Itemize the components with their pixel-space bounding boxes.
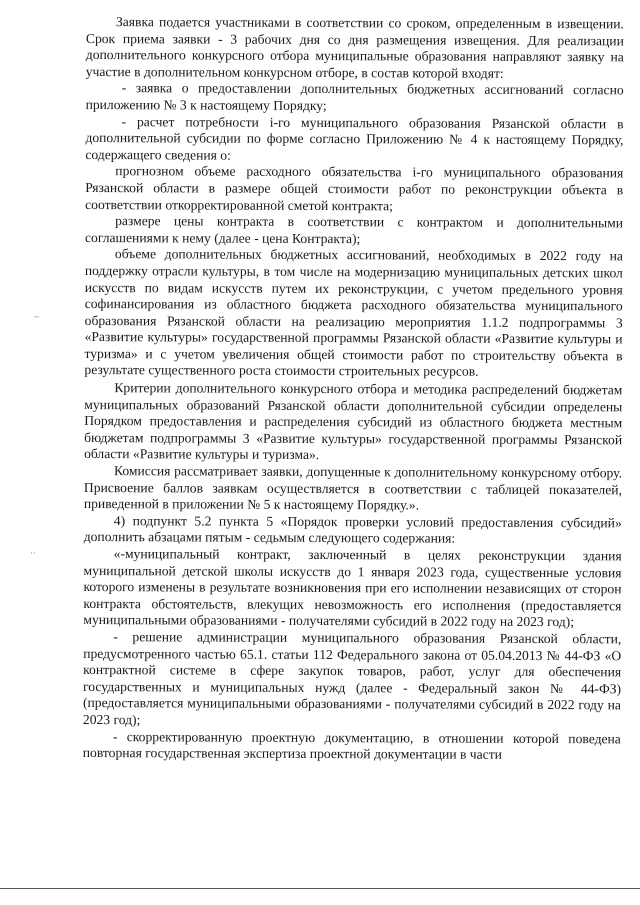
paragraph-additional-allocations: объеме дополнительных бюджетных ассигнований, необходимых в 2022 году на поддержку отрасли культуры, в том числе на модернизацию муниципальных детских школ искусств по видам искусств путем их реконструкции, с учетом предельного уровня софинансирования из областного бюджета расходного обязательства муниципального образования Рязанской области на реализацию мероприятия 1.1.2 подпрограммы 3 «Развитие культуры» государственной программы Рязанской области «Развитие культуры и туризма» и с учетом увеличения общей стоимости работ по строительству объекта в результате существенного роста стоимости строительных ресурсов. [84,246,623,380]
paragraph-selection-criteria: Критерии дополнительного конкурсного отбора и методика распределений бюджетам муниципальных образований Рязанской области дополнительной субсидии определены Порядком предоставления и распределения субсидий из областного бюджета местным бюджетам подпрограммы 3 «Развитие культуры» государственной программы Рязанской области «Развитие культуры и туризма». [84,380,623,463]
document-page [83,14,624,764]
margin-scribble-mark: ~ [34,312,39,322]
paragraph-forecast-volume: прогнозном объеме расходного обязательства i-го муниципального образования Рязанской области в размере общей стоимости работ по реконструкции объекта в соответствии откорректированной сметой контракта; [85,163,624,213]
bottom-divider [0,888,640,889]
paragraph-contract-price: размере цены контракта в соответствии с контрактом и дополнительными соглашениями к нему (далее - цена Контракта); [84,213,624,246]
paragraph-list-item-application: - заявка о предоставлении дополнительных бюджетных ассигнований согласно приложению № 3 к настоящему Порядку; [85,80,624,114]
paragraph-municipal-contract: «-муниципальный контракт, заключенный в целях реконструкции здания муниципальной детской школы искусств до 1 января 2023 года, существенные условия которого изменены в результате возникновения при его исполнении независящих от сторон контракта обстоятельств, влекущих невозможность его исполнения (предоставляется муниципальными образованиями - получателями субсидий в 2022 году на 2023 год); [83,546,622,630]
paragraph-application-deadline: Заявка подается участниками в соответствии со сроком, определенным в извещении. Срок приема заявки - 3 рабочих дня со дня размещения извещения. Для реализации дополнительного конкурсного отбора муниципальные образования направляют заявку на участие в дополнительном конкурсном отборе, в состав которой входят: [85,14,624,81]
paragraph-commission: Комиссия рассматривает заявки, допущенные к дополнительному конкурсному отбору. Присвоение баллов заявкам осуществляется в соответствии с таблицей показателей, приведенной в приложении № 5 к настоящему Порядку.». [83,463,623,513]
paragraph-subclause-4: 4) подпункт 5.2 пункта 5 «Порядок проверки условий предоставления субсидий» дополнить абзацами пятым - седьмым следующего содержания: [83,512,622,547]
margin-scribble-mark: ·· [30,548,36,558]
paragraph-project-documentation: - скорректированную проектную документацию, в отношении которой поведена повторная государственная экспертиза проектной документации в части [82,728,621,762]
paragraph-administration-decision: - решение администрации муниципального образования Рязанской области, предусмотренного частью 65.1. статьи 112 Федерального закона от 05.04.2013 № 44-ФЗ «О контрактной системе в сфере закупок товаров, работ, услуг для обеспечения государственных и муниципальных нужд (далее - Федеральный закон № 44-ФЗ) (предоставляется муниципальными образованиями - получателями субсидий в 2022 году на 2023 год); [82,629,622,728]
paragraph-list-item-calculation: - расчет потребности i-го муниципального образования Рязанской области в дополнительной субсидии по форме согласно Приложению № 4 к настоящему Порядку, содержащего сведения о: [85,113,624,163]
